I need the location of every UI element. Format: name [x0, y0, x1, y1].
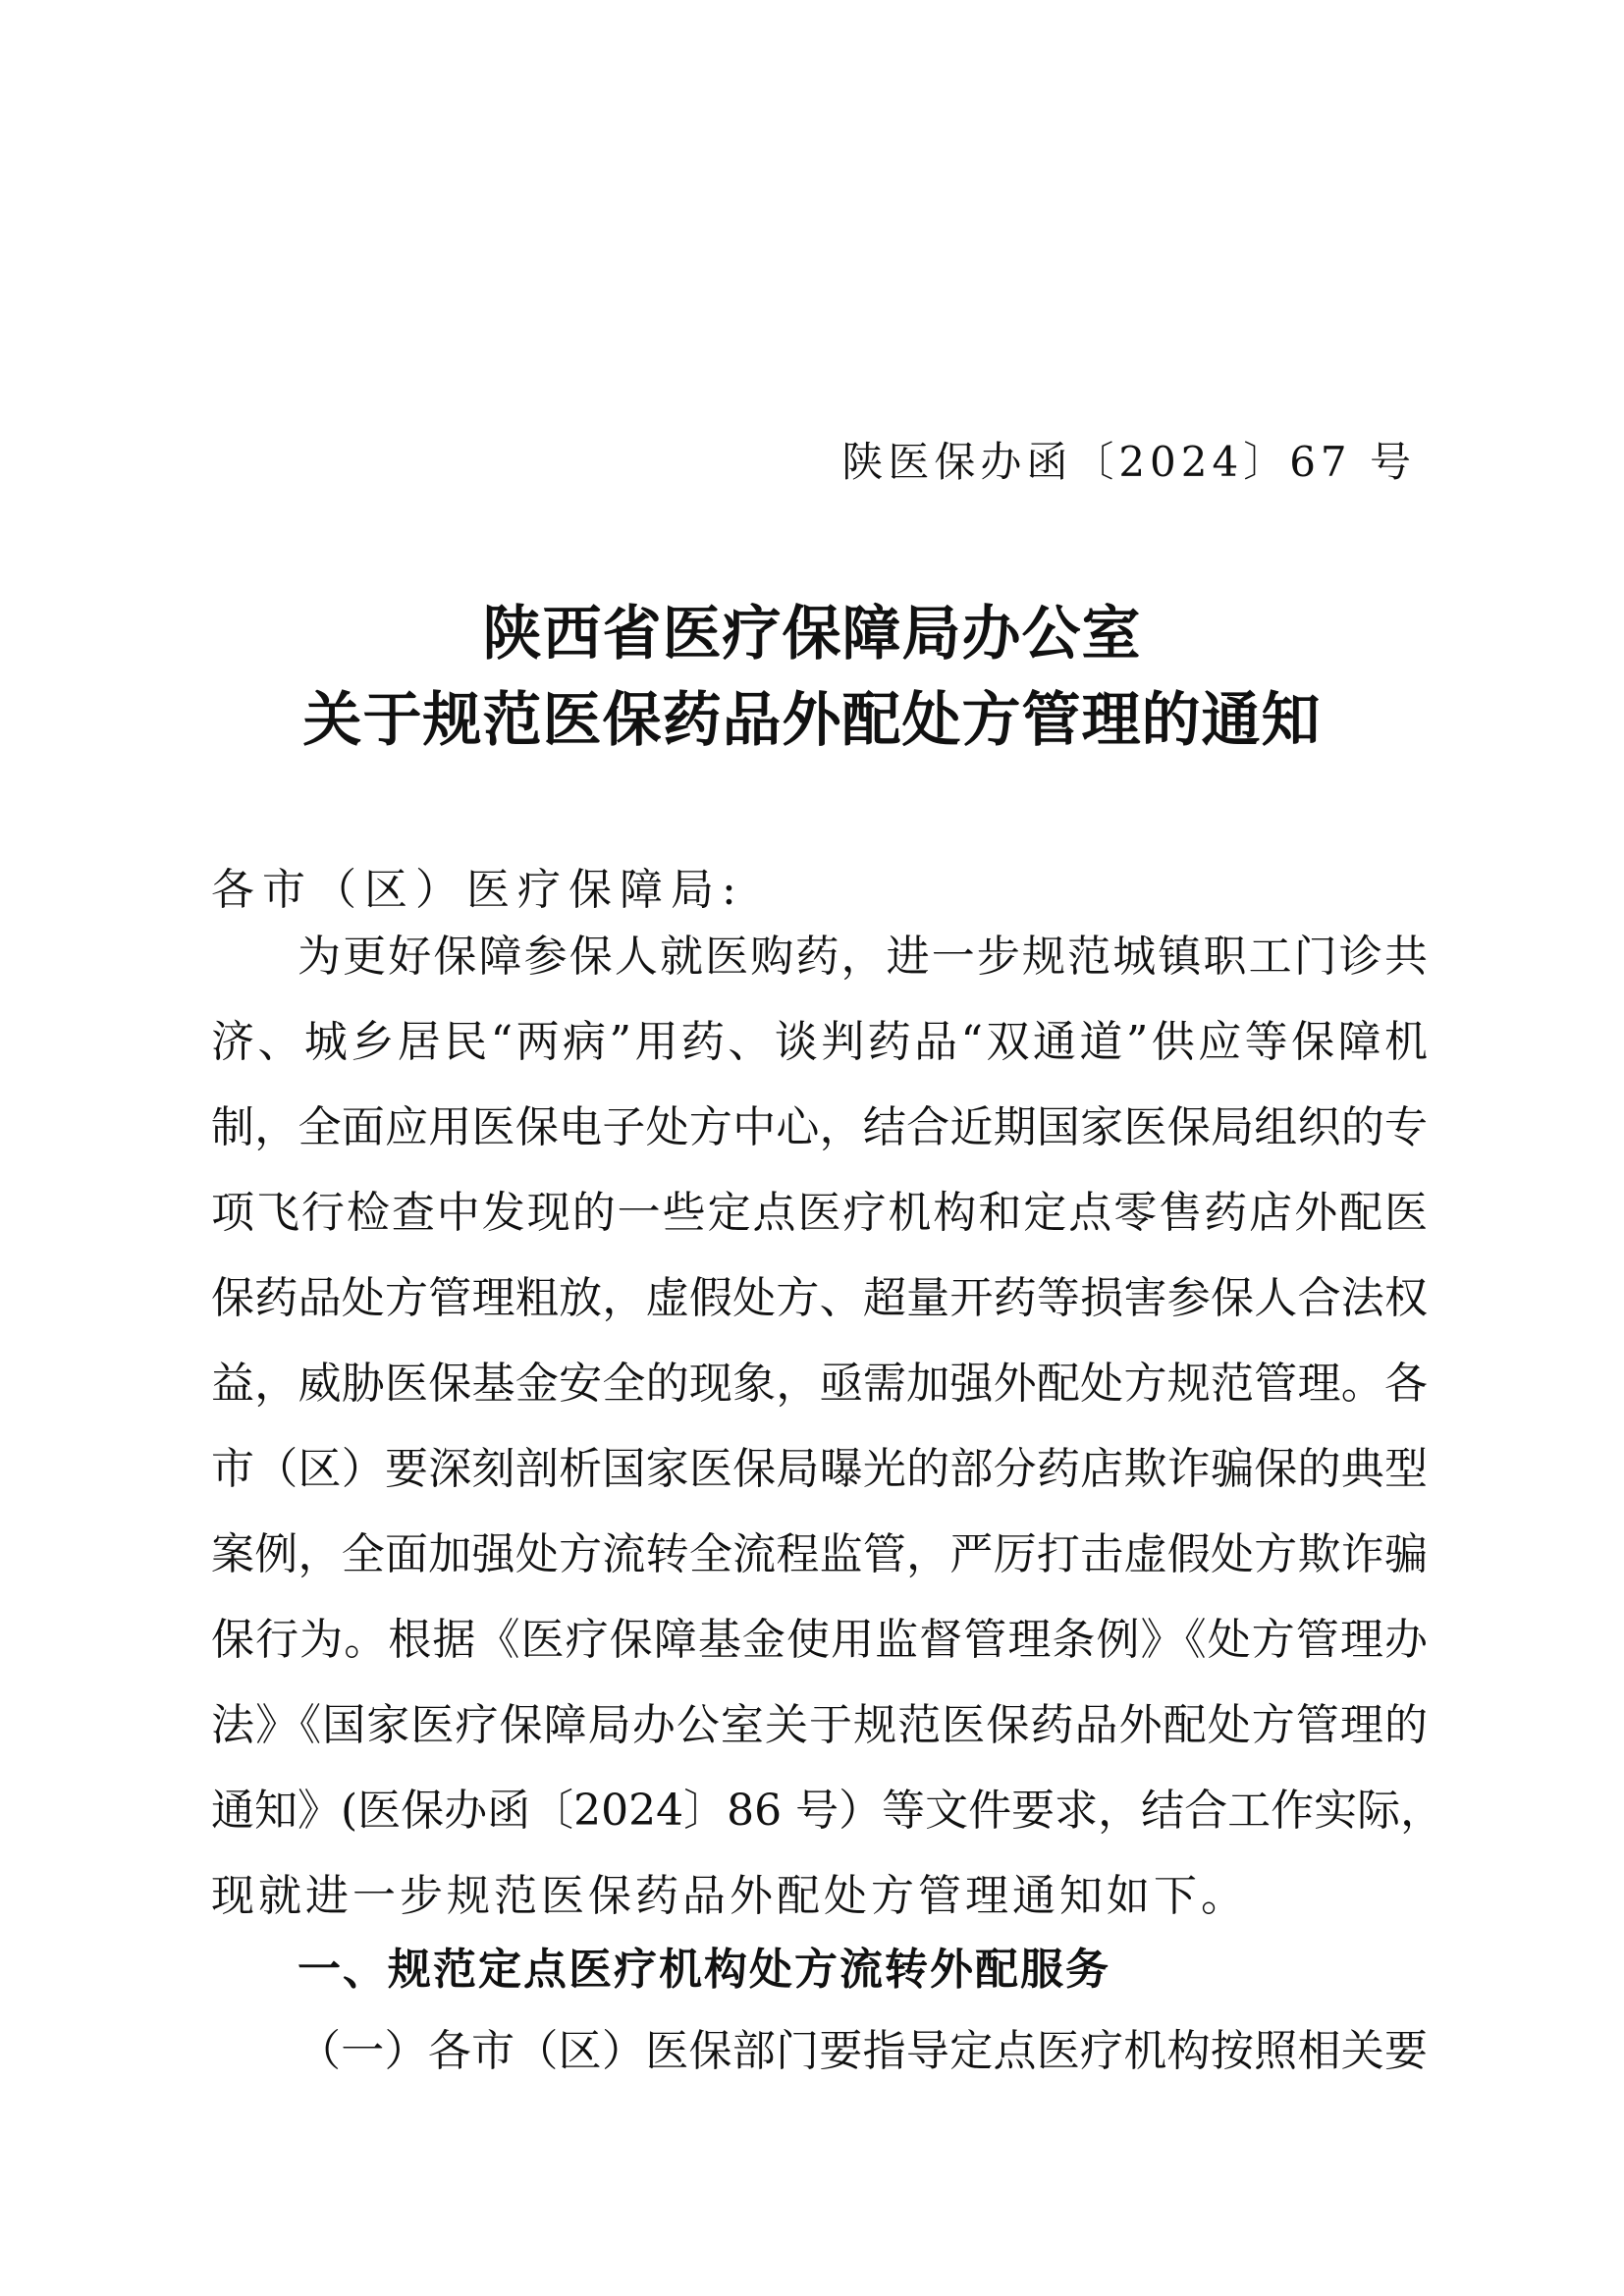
body-line: 济、城乡居民“两病”用药、谈判药品“双通道”供应等保障机 — [211, 1017, 1428, 1067]
document-title-line-2: 关于规范医保药品外配处方管理的通知 — [302, 686, 1322, 755]
body-line: 保行为。根据《医疗保障基金使用监督管理条例》《处方管理办 — [211, 1615, 1428, 1665]
body-line: 案例，全面加强处方流转全流程监管，严厉打击虚假处方欺诈骗 — [211, 1529, 1428, 1579]
addressee: 各市（区）医疗保障局: — [211, 865, 744, 915]
body-line: 制，全面应用医保电子处方中心，结合近期国家医保局组织的专 — [211, 1102, 1428, 1152]
body-line: 保药品处方管理粗放，虚假处方、超量开药等损害参保人合法权 — [211, 1273, 1428, 1323]
body-line: 法》《国家医疗保障局办公室关于规范医保药品外配处方管理的 — [211, 1700, 1428, 1750]
document-number: 陕医保办函〔2024〕67 号 — [841, 438, 1416, 486]
body-line: 项飞行检查中发现的一些定点医疗机构和定点零售药店外配医 — [211, 1188, 1428, 1238]
section-heading: 一、规范定点医疗机构处方流转外配服务 — [298, 1945, 1110, 1995]
body-line: 现就进一步规范医保药品外配处方管理通知如下。 — [211, 1871, 1248, 1921]
body-line: 市（区）要深刻剖析国家医保局曝光的部分药店欺诈骗保的典型 — [211, 1444, 1428, 1494]
body-line: 益，威胁医保基金安全的现象，亟需加强外配处方规范管理。各 — [211, 1359, 1428, 1409]
body-line: 通知》(医保办函〔2024〕86 号）等文件要求，结合工作实际， — [211, 1786, 1444, 1836]
document-title-line-1: 陕西省医疗保障局办公室 — [482, 600, 1142, 668]
section-first-line: （一）各市（区）医保部门要指导定点医疗机构按照相关要 — [298, 2026, 1428, 2076]
body-line: 为更好保障参保人就医购药，进一步规范城镇职工门诊共 — [298, 932, 1428, 982]
